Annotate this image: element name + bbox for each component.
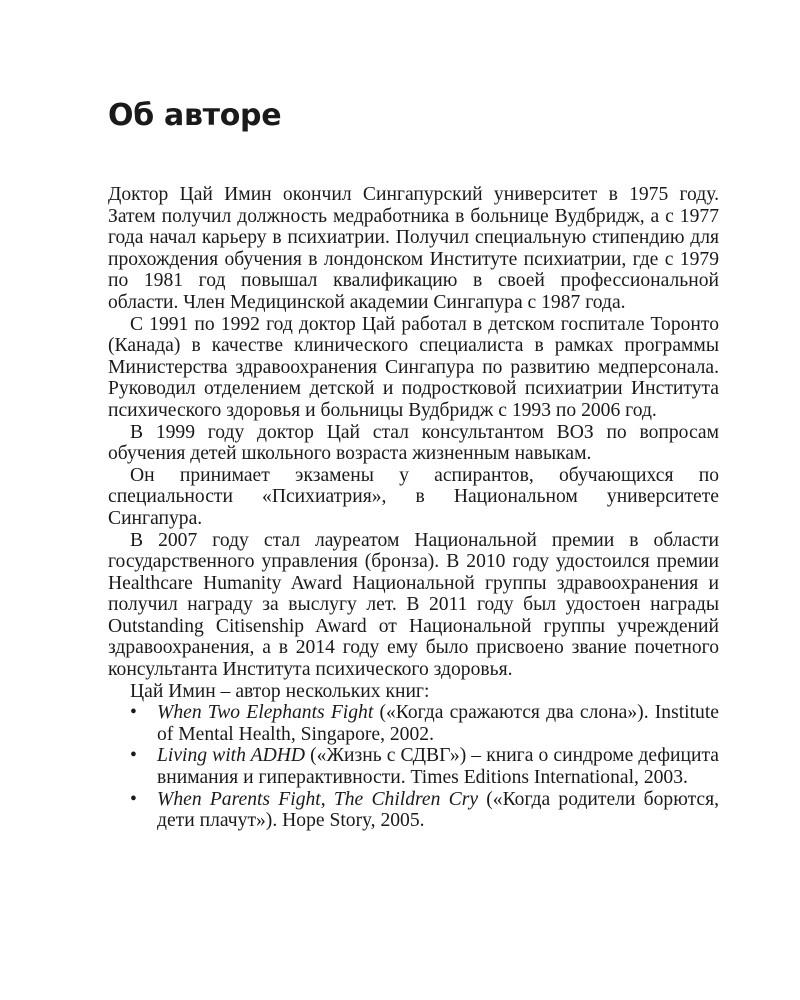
book-title: Living with ADHD bbox=[157, 745, 306, 767]
books-intro: Цай Имин – автор нескольких книг: bbox=[130, 680, 430, 702]
bullet-icon: • bbox=[130, 788, 137, 810]
bio-paragraph-who: В 1999 году доктор Цай стал консультантом ВОЗ по вопросам обучения детей школьного возраста жизненным навыкам. bbox=[108, 421, 719, 465]
book-details: («Когда сражаются два слона»). Institute of Mental Health, Singapore, 2002. bbox=[157, 702, 719, 745]
bio-paragraph-exams: Он принимает экзамены у аспирантов, обучающихся по специальности «Психиатрия», в Национальном университете Сингапура. bbox=[108, 464, 719, 529]
list-item bbox=[108, 702, 719, 745]
list-item bbox=[108, 789, 719, 832]
bio-paragraph-awards: В 2007 году стал лауреатом Национальной премии в области государственного управления (бронза). В 2010 году удостоился премии Healthcare Humanity Award Национальной группы здравоохранения и получил награду за выслугу лет. В 2011 году был удостоен награды Outstanding Citisenship Award от Национальной группы учреждений здравоохранения, а в 2014 году ему было присвоено звание почетного консультанта Института психического здоровья. bbox=[108, 529, 719, 681]
book-list bbox=[108, 702, 719, 832]
book-details: («Когда родители борются, дети плачут»). Hope Story, 2005. bbox=[157, 788, 719, 832]
book-title: When Parents Fight, The Children Cry bbox=[157, 788, 479, 810]
author-bio bbox=[108, 184, 719, 832]
page-title: Об авторе bbox=[108, 98, 282, 133]
bullet-icon: • bbox=[130, 702, 137, 724]
bullet-icon: • bbox=[130, 745, 137, 767]
book-title: When Two Elephants Fight bbox=[157, 702, 374, 724]
list-item bbox=[108, 745, 719, 788]
bio-paragraph-education: Доктор Цай Имин окончил Сингапурский университет в 1975 году. Затем получил должность медработника в больнице Вудбридж, а с 1977 года начал карьеру в психиатрии. Получил специальную стипендию для прохождения обучения в лондонском Институте психиатрии, где с 1979 по 1981 год повышал квалификацию в своей профессиональной области. Член Медицинской академии Сингапура с 1987 года. bbox=[108, 184, 719, 313]
book-details: («Жизнь с СДВГ») – книга о синдроме дефицита внимания и гиперактивности. Times Editions International, 2003. bbox=[157, 745, 719, 789]
bio-paragraph-toronto: С 1991 по 1992 год доктор Цай работал в детском госпитале Торонто (Канада) в качестве клинического специалиста в рамках программы Министерства здравоохранения Сингапура по развитию медперсонала. Руководил отделением детской и подростковой психиатрии Института психического здоровья и больницы Вудбридж с 1993 по 2006 год. bbox=[108, 313, 719, 421]
